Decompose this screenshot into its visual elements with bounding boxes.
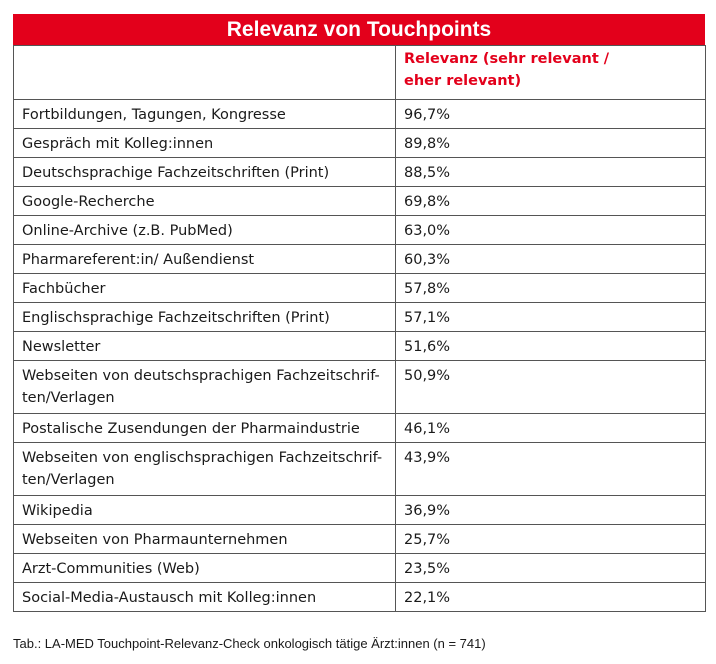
touchpoint-label: Online-Archive (z.B. PubMed)	[22, 223, 233, 239]
table-row	[14, 496, 706, 525]
touchpoint-label: Google-Recherche	[22, 194, 155, 210]
touchpoint-cell	[14, 414, 396, 443]
touchpoint-label: Deutschsprachige Fachzeitschriften (Print)	[22, 165, 330, 181]
table-row	[14, 245, 706, 274]
touchpoint-label: Postalische Zusendungen der Pharmaindustrie	[22, 421, 360, 437]
table-row	[14, 187, 706, 216]
relevanz-value: 25,7%	[396, 525, 706, 554]
relevanz-value: 57,1%	[396, 303, 706, 332]
relevanz-value: 57,8%	[396, 274, 706, 303]
touchpoint-label: Webseiten von Pharmaunternehmen	[22, 532, 288, 548]
touchpoint-cell	[14, 303, 396, 332]
relevanz-value: 69,8%	[396, 187, 706, 216]
touchpoint-cell	[14, 216, 396, 245]
touchpoint-label: Webseiten von englischsprachigen Fachzeitschrif-	[22, 450, 383, 466]
touchpoint-label: Pharmareferent:in/ Außendienst	[22, 252, 255, 268]
header-relevanz-line1: Relevanz (sehr relevant /	[404, 51, 610, 67]
touchpoint-label: Wikipedia	[22, 503, 93, 519]
touchpoint-label-cont: ten/Verlagen	[22, 390, 115, 406]
header-col-relevanz	[396, 46, 706, 100]
touchpoints-table-container	[13, 14, 705, 612]
relevanz-value: 96,7%	[396, 100, 706, 129]
table-row	[14, 332, 706, 361]
touchpoint-label-cont: ten/Verlagen	[22, 472, 115, 488]
table-row	[14, 303, 706, 332]
table-row	[14, 158, 706, 187]
touchpoint-label: Newsletter	[22, 339, 101, 355]
table-row	[14, 361, 706, 414]
table-row	[14, 443, 706, 496]
relevanz-value: 23,5%	[396, 554, 706, 583]
touchpoint-label: Arzt-Communities (Web)	[22, 561, 200, 577]
touchpoint-cell	[14, 361, 396, 414]
relevanz-value: 43,9%	[396, 443, 706, 496]
touchpoint-cell	[14, 443, 396, 496]
relevanz-value: 46,1%	[396, 414, 706, 443]
touchpoint-label: Fortbildungen, Tagungen, Kongresse	[22, 107, 286, 123]
table-header-row	[14, 46, 706, 100]
touchpoint-cell	[14, 187, 396, 216]
touchpoint-cell	[14, 158, 396, 187]
relevanz-value: 60,3%	[396, 245, 706, 274]
relevanz-value: 88,5%	[396, 158, 706, 187]
touchpoints-table	[13, 45, 706, 612]
table-row	[14, 274, 706, 303]
table-row	[14, 554, 706, 583]
table-row	[14, 583, 706, 612]
touchpoint-cell	[14, 554, 396, 583]
table-caption: Tab.: LA-MED Touchpoint-Relevanz-Check onkologisch tätige Ärzt:innen (n = 741)	[13, 636, 486, 651]
relevanz-value: 63,0%	[396, 216, 706, 245]
header-col-touchpoint	[14, 46, 396, 100]
touchpoint-cell	[14, 332, 396, 361]
table-row	[14, 216, 706, 245]
table-row	[14, 129, 706, 158]
header-relevanz-line2: eher relevant)	[404, 73, 522, 89]
table-row	[14, 414, 706, 443]
touchpoint-label: Gespräch mit Kolleg:innen	[22, 136, 214, 152]
touchpoint-cell	[14, 583, 396, 612]
touchpoint-cell	[14, 496, 396, 525]
touchpoint-cell	[14, 525, 396, 554]
relevanz-value: 51,6%	[396, 332, 706, 361]
table-row	[14, 100, 706, 129]
relevanz-value: 89,8%	[396, 129, 706, 158]
touchpoint-label: Englischsprachige Fachzeitschriften (Print)	[22, 310, 330, 326]
table-title: Relevanz von Touchpoints	[13, 14, 705, 45]
touchpoint-cell	[14, 100, 396, 129]
touchpoint-cell	[14, 245, 396, 274]
touchpoint-label: Webseiten von deutschsprachigen Fachzeitschrif-	[22, 368, 380, 384]
relevanz-value: 22,1%	[396, 583, 706, 612]
table-row	[14, 525, 706, 554]
relevanz-value: 50,9%	[396, 361, 706, 414]
touchpoint-cell	[14, 129, 396, 158]
relevanz-value: 36,9%	[396, 496, 706, 525]
touchpoint-cell	[14, 274, 396, 303]
touchpoint-label: Social-Media-Austausch mit Kolleg:innen	[22, 590, 317, 606]
touchpoint-label: Fachbücher	[22, 281, 106, 297]
